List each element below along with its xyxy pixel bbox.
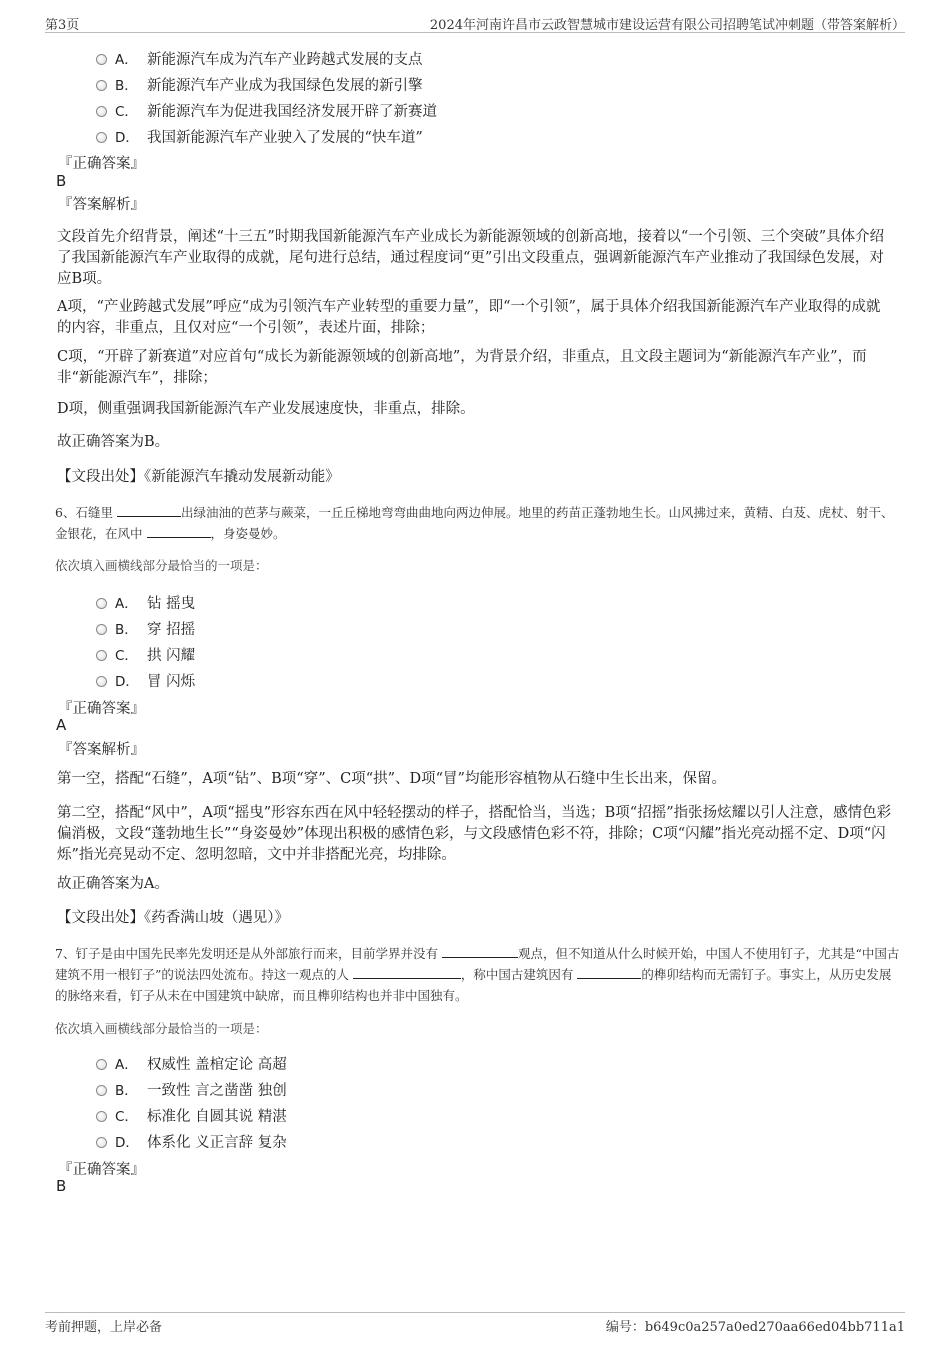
q6-stem: 6、石缝里 出绿油油的芭茅与蕨菜，一丘丘梯地弯弯曲曲地向两边伸展。地里的药苗正蓬勃地生长。山风拂过来，黄精、白芨、虎杖、射干、金银花，在风中 ，身姿曼妙。 — [55, 505, 894, 541]
q7-answer: B — [56, 1177, 67, 1195]
q6-prompt: 依次填入画横线部分最恰当的一项是： — [55, 558, 268, 573]
fill-blank — [442, 945, 518, 958]
q6-option-c[interactable]: C． 拱 闪耀 — [96, 644, 195, 665]
radio-icon[interactable] — [96, 598, 107, 609]
q7-option-d[interactable]: D． 体系化 义正言辞 复杂 — [96, 1131, 287, 1152]
radio-icon[interactable] — [96, 1111, 107, 1122]
radio-icon[interactable] — [96, 1137, 107, 1148]
radio-icon[interactable] — [96, 1059, 107, 1070]
q5-analysis-para-3: C项，“开辟了新赛道”对应首句“成长为新能源领域的创新高地”，为背景介绍，非重点，且文段主题词为“新能源汽车产业”，而非“新能源汽车”，排除； — [57, 349, 867, 386]
radio-icon[interactable] — [96, 106, 107, 117]
q6-option-a[interactable]: A． 钻 摇曳 — [96, 592, 195, 613]
page-footer — [45, 1312, 905, 1335]
q6-analysis-para-1: 第一空，搭配“石缝”，A项“钻”、B项“穿”、C项“拱”、D项“冒”均能形容植物从石缝中生长出来，保留。 — [57, 771, 726, 787]
q5-answer-label: 『正确答案』 — [58, 156, 145, 172]
fill-blank — [147, 525, 211, 538]
q5-option-b[interactable]: B． 新能源汽车产业成为我国绿色发展的新引擎 — [96, 74, 423, 95]
q6-answer: A — [56, 716, 67, 734]
q5-source: 【文段出处】《新能源汽车撬动发展新动能》 — [57, 469, 340, 485]
q6-option-d[interactable]: D． 冒 闪烁 — [96, 670, 195, 691]
q6-analysis-para-2: 第二空，搭配“风中”，A项“摇曳”形容东西在风中轻轻摆动的样子，搭配恰当，当选；B项“招摇”指张扬炫耀以引人注意，感情色彩偏消极，文段“蓬勃地生长”“身姿曼妙”体现出积极的感情色彩，与文段感情色彩不符，排除；C项“闪耀”指光亮动摇不定、D项“闪烁”指光亮晃动不定、忽明忽暗，文中并非搭配光亮，均排除。 — [57, 805, 892, 863]
q6-answer-label: 『正确答案』 — [58, 701, 145, 717]
q5-analysis-para-4: D项，侧重强调我国新能源汽车产业发展速度快，非重点，排除。 — [57, 401, 475, 417]
q5-answer: B — [56, 172, 67, 190]
page-number: 第3页 — [45, 18, 80, 33]
radio-icon[interactable] — [96, 54, 107, 65]
fill-blank — [577, 966, 641, 979]
q6-option-b[interactable]: B． 穿 招摇 — [96, 618, 195, 639]
q5-analysis-label: 『答案解析』 — [58, 197, 145, 213]
radio-icon[interactable] — [96, 1085, 107, 1096]
q5-option-a[interactable]: A． 新能源汽车成为汽车产业跨越式发展的支点 — [96, 48, 423, 69]
page-header — [45, 12, 905, 33]
document-title: 2024年河南许昌市云政智慧城市建设运营有限公司招聘笔试冲刺题（带答案解析） — [429, 18, 905, 33]
radio-icon[interactable] — [96, 650, 107, 661]
q6-source: 【文段出处】《药香满山坡（遇见）》 — [57, 910, 289, 926]
q5-analysis-para-1: 文段首先介绍背景，阐述“十三五”时期我国新能源汽车产业成长为新能源领域的创新高地，接着以“一个引领、三个突破”具体介绍了我国新能源汽车产业取得的成就，尾句进行总结，通过程度词“更”引出文段重点，强调新能源汽车产业推动了我国绿色发展，对应B项。 — [57, 229, 885, 287]
fill-blank — [353, 966, 461, 979]
radio-icon[interactable] — [96, 624, 107, 635]
q7-option-c[interactable]: C． 标准化 自圆其说 精湛 — [96, 1105, 287, 1126]
q6-analysis-para-3: 故正确答案为A。 — [57, 876, 169, 892]
q7-answer-label: 『正确答案』 — [58, 1162, 145, 1178]
q5-analysis-para-2: A项，“产业跨越式发展”呼应“成为引领汽车产业转型的重要力量”，即“一个引领”，属于具体介绍我国新能源汽车产业取得的成就的内容，非重点，且仅对应“一个引领”，表述片面，排除； — [57, 299, 881, 336]
fill-blank — [117, 504, 181, 517]
q7-stem: 7、钉子是由中国先民率先发明还是从外部旅行而来，目前学界并没有 观点，但不知道从什么时候开始，中国人不使用钉子，尤其是“中国古建筑不用一根钉子”的说法四处流布。持这一观点的人 ，称中国古建筑因有 的榫卯结构而无需钉子。事实上，从历史发展的脉络来看，钉子从未在中国建筑中缺席，而且榫卯结构也并非中国独有。 — [55, 946, 900, 1003]
q6-analysis-label: 『答案解析』 — [58, 742, 145, 758]
q5-analysis-para-5: 故正确答案为B。 — [57, 434, 170, 450]
q5-option-c[interactable]: C． 新能源汽车为促进我国经济发展开辟了新赛道 — [96, 100, 437, 121]
footer-slogan: 考前押题，上岸必备 — [45, 1320, 163, 1335]
q5-option-d[interactable]: D． 我国新能源汽车产业驶入了发展的“快车道” — [96, 126, 423, 147]
radio-icon[interactable] — [96, 80, 107, 91]
q7-prompt: 依次填入画横线部分最恰当的一项是： — [55, 1021, 268, 1036]
q7-option-a[interactable]: A． 权威性 盖棺定论 高超 — [96, 1053, 287, 1074]
radio-icon[interactable] — [96, 132, 107, 143]
q7-option-b[interactable]: B． 一致性 言之凿凿 独创 — [96, 1079, 287, 1100]
document-code: 编号：b649c0a257a0ed270aa66ed04bb711a1 — [605, 1320, 905, 1335]
radio-icon[interactable] — [96, 676, 107, 687]
